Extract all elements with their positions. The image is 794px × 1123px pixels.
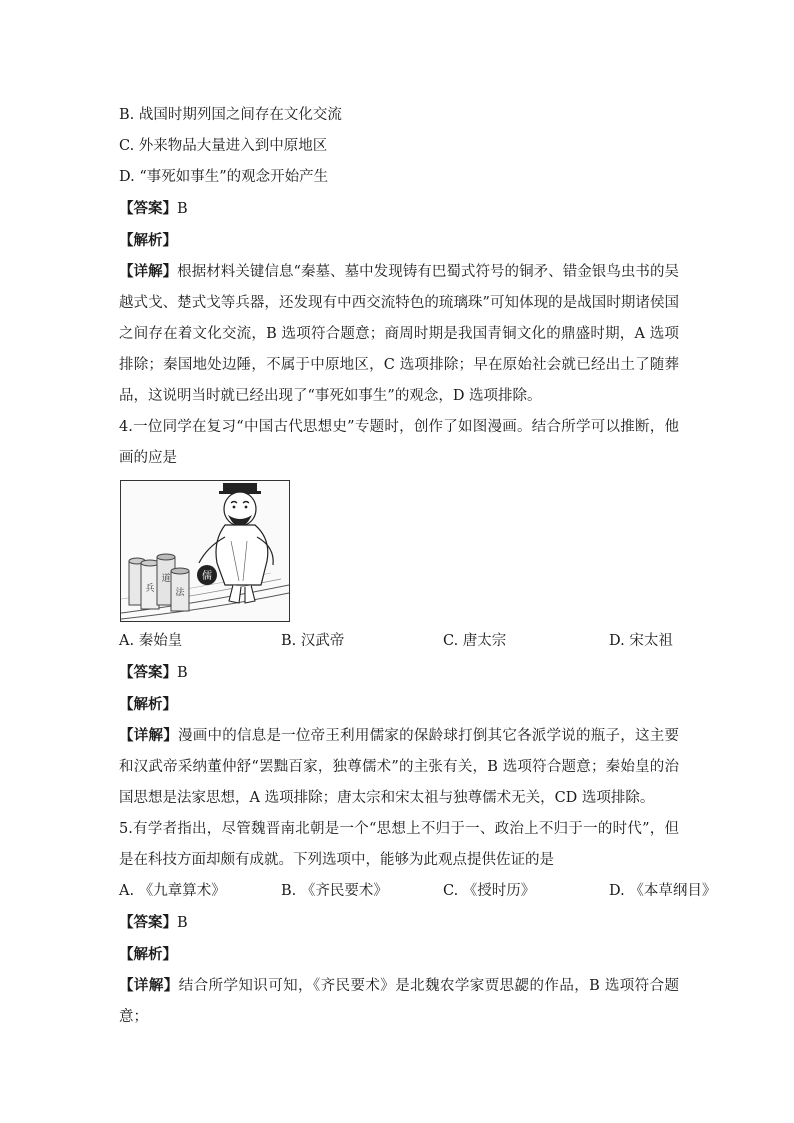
detail-tag: 【详解】 — [119, 977, 179, 994]
emperor-figure — [199, 483, 273, 603]
answer-tag: 【答案】 — [119, 664, 177, 681]
answer-value: B — [177, 915, 188, 931]
q5-detail — [119, 970, 679, 1033]
q5-option-c: C. 《授时历》 — [443, 883, 536, 899]
pin-label-fa: 法 — [175, 588, 185, 598]
pin-fa — [171, 568, 189, 611]
q4-option-c: C. 唐太宗 — [443, 633, 507, 649]
detail-tag: 【详解】 — [119, 727, 178, 744]
pin-group — [129, 554, 189, 611]
q3-analysis-tag: 【解析】 — [119, 232, 177, 249]
q5-option-d: D. 《本草纲目》 — [609, 883, 717, 899]
detail-tag: 【详解】 — [119, 263, 178, 280]
q3-option-b: B. 战国时期列国之间存在文化交流 — [119, 107, 342, 123]
q3-answer — [119, 193, 679, 225]
detail-text: 漫画中的信息是一位帝王利用儒家的保龄球打倒其它各派学说的瓶子，这主要和汉武帝采纳董仲舒“罢黜百家，独尊儒术”的主张有关，B 选项符合题意；秦始皇的治国思想是法家思想，A 选项排除；唐太宗和宋太祖与独尊儒术无关，CD 选项排除。 — [119, 728, 680, 806]
q4-answer — [119, 657, 679, 689]
q5-options — [119, 876, 717, 907]
pin-label-bing: 兵 — [145, 584, 155, 594]
q5-option-b: B. 《齐民要术》 — [281, 883, 388, 899]
q4-stem: 4.一位同学在复习“中国古代思想史”专题时，创作了如图漫画。结合所学可以推断，他画的应是 — [119, 419, 679, 466]
q4-option-b: B. 汉武帝 — [281, 633, 345, 649]
q5-stem: 5.有学者指出，尽管魏晋南北朝是一个“思想上不归于一、政治上不归于一的时代”，但是在科技方面却颇有成就。下列选项中，能够为此观点提供佐证的是 — [119, 821, 679, 868]
q4-analysis-tag: 【解析】 — [119, 696, 177, 713]
document-page — [119, 100, 717, 1033]
ball-label: 儒 — [202, 571, 212, 582]
q3-option-c: C. 外来物品大量进入到中原地区 — [119, 138, 328, 154]
q4-options — [119, 626, 679, 657]
cartoon-drawing — [121, 481, 289, 621]
pin-label-dao: 道 — [161, 574, 171, 584]
q5-analysis-tag: 【解析】 — [119, 946, 177, 963]
q5-answer — [119, 907, 679, 939]
answer-value: B — [177, 201, 188, 217]
q5-option-a: A. 《九章算术》 — [119, 883, 226, 899]
q3-detail — [119, 256, 679, 412]
answer-tag: 【答案】 — [119, 914, 177, 931]
q3-option-d: D. “事死如事生”的观念开始产生 — [119, 169, 329, 185]
q4-option-d: D. 宋太祖 — [609, 633, 673, 649]
q4-detail — [119, 720, 679, 814]
answer-tag: 【答案】 — [119, 200, 177, 217]
pin-bing-label-holder — [141, 560, 159, 609]
answer-value: B — [177, 665, 188, 681]
detail-text: 结合所学知识可知，《齐民要术》是北魏农学家贾思勰的作品，B 选项符合题意； — [119, 978, 680, 1025]
q4-cartoon-image — [120, 480, 290, 622]
bowling-ball — [197, 565, 217, 585]
q4-option-a: A. 秦始皇 — [119, 633, 183, 649]
detail-text: 根据材料关键信息“秦墓、墓中发现铸有巴蜀式符号的铜矛、错金银鸟虫书的吴越式戈、楚式戈等兵器，还发现有中西交流特色的琉璃珠”可知体现的是战国时期诸侯国之间存在着文化交流，B 选项符合题意；商周时期是我国青铜文化的鼎盛时期，A 选项排除；秦国地处边陲，不属于中原地区，C 选项排除；早在原始社会就已经出土了随葬品，这说明当时就已经出现了“事死如事生”的观念，D 选项排除。 — [119, 264, 679, 404]
